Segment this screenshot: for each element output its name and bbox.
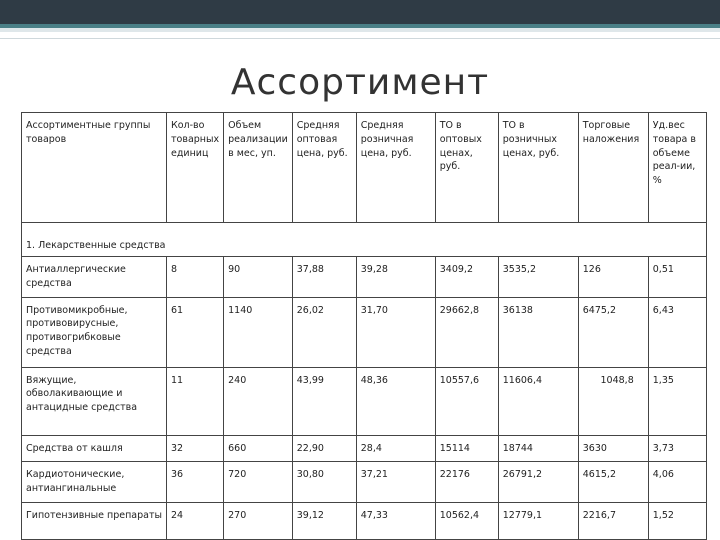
top-decor-line-light xyxy=(0,28,720,32)
section-label: 1. Лекарственные средства xyxy=(22,223,707,257)
table-cell: 36 xyxy=(167,462,224,503)
table-cell: Гипотензивные препараты xyxy=(22,502,167,539)
slide-title: Ассортимент xyxy=(230,62,490,103)
table-cell: 10562,4 xyxy=(435,502,498,539)
table-cell: 43,99 xyxy=(292,367,356,435)
table-cell: Антиаллергические средства xyxy=(22,257,167,298)
header-cell: Средняя розничная цена, руб. xyxy=(356,113,435,223)
table-cell: 1,35 xyxy=(648,367,706,435)
table-row xyxy=(22,462,707,503)
table-row xyxy=(22,297,707,367)
table-cell: 39,12 xyxy=(292,502,356,539)
table-cell: 48,36 xyxy=(356,367,435,435)
header-cell: Ассортиментные группы товаров xyxy=(22,113,167,223)
header-cell: Кол-во товарных единиц xyxy=(167,113,224,223)
table-cell: Средства от кашля xyxy=(22,435,167,462)
table-cell: 37,21 xyxy=(356,462,435,503)
table-cell: 26791,2 xyxy=(498,462,578,503)
table-row xyxy=(22,435,707,462)
header-cell: Объем реализации в мес, уп. xyxy=(224,113,293,223)
table-cell: 47,33 xyxy=(356,502,435,539)
table-cell: 11 xyxy=(167,367,224,435)
table-cell: 15114 xyxy=(435,435,498,462)
table-cell: 24 xyxy=(167,502,224,539)
table-cell: 240 xyxy=(224,367,293,435)
table-cell: 6475,2 xyxy=(578,297,648,367)
table-cell: 126 xyxy=(578,257,648,298)
table-cell: 0,51 xyxy=(648,257,706,298)
table-cell: 36138 xyxy=(498,297,578,367)
table-cell: 90 xyxy=(224,257,293,298)
table-cell: 37,88 xyxy=(292,257,356,298)
header-cell: Уд.вес товара в объеме реал-ии, % xyxy=(648,113,706,223)
table-header-row xyxy=(22,113,707,223)
table-cell: 3,73 xyxy=(648,435,706,462)
table-cell: 720 xyxy=(224,462,293,503)
table-cell: 32 xyxy=(167,435,224,462)
header-cell: Средняя оптовая цена, руб. xyxy=(292,113,356,223)
section-row xyxy=(22,223,707,257)
table-cell: 22176 xyxy=(435,462,498,503)
table-cell: 22,90 xyxy=(292,435,356,462)
table-cell: 28,4 xyxy=(356,435,435,462)
table-row xyxy=(22,257,707,298)
table-row xyxy=(22,367,707,435)
table-cell: 8 xyxy=(167,257,224,298)
table-cell: 270 xyxy=(224,502,293,539)
header-cell: ТО в оптовых ценах, руб. xyxy=(435,113,498,223)
table-cell: 3535,2 xyxy=(498,257,578,298)
assortment-table xyxy=(21,112,707,540)
top-decor-band xyxy=(0,0,720,24)
table-cell: 30,80 xyxy=(292,462,356,503)
table-cell: 3630 xyxy=(578,435,648,462)
table-cell: Вяжущие, обволакивающие и антацидные средства xyxy=(22,367,167,435)
header-cell: Торговые наложения xyxy=(578,113,648,223)
table-cell: 18744 xyxy=(498,435,578,462)
header-cell: ТО в розничных ценах, руб. xyxy=(498,113,578,223)
table-cell: 1048,8 xyxy=(578,367,648,435)
table-cell: 4615,2 xyxy=(578,462,648,503)
table-cell: 26,02 xyxy=(292,297,356,367)
table-cell: 10557,6 xyxy=(435,367,498,435)
table-cell: 660 xyxy=(224,435,293,462)
table-cell: 2216,7 xyxy=(578,502,648,539)
top-decor-line-thin xyxy=(0,38,720,39)
table-cell: 29662,8 xyxy=(435,297,498,367)
table-cell: Кардиотонические, антиангинальные xyxy=(22,462,167,503)
table-cell: 3409,2 xyxy=(435,257,498,298)
table-cell: 4,06 xyxy=(648,462,706,503)
table-cell: 11606,4 xyxy=(498,367,578,435)
table-row xyxy=(22,502,707,539)
table-cell: 1,52 xyxy=(648,502,706,539)
table-cell: 61 xyxy=(167,297,224,367)
table-cell: 31,70 xyxy=(356,297,435,367)
table-cell: 6,43 xyxy=(648,297,706,367)
table-cell: 1140 xyxy=(224,297,293,367)
table-cell: 12779,1 xyxy=(498,502,578,539)
table-cell: Противомикробные, противовирусные, противогрибковые средства xyxy=(22,297,167,367)
table-cell: 39,28 xyxy=(356,257,435,298)
